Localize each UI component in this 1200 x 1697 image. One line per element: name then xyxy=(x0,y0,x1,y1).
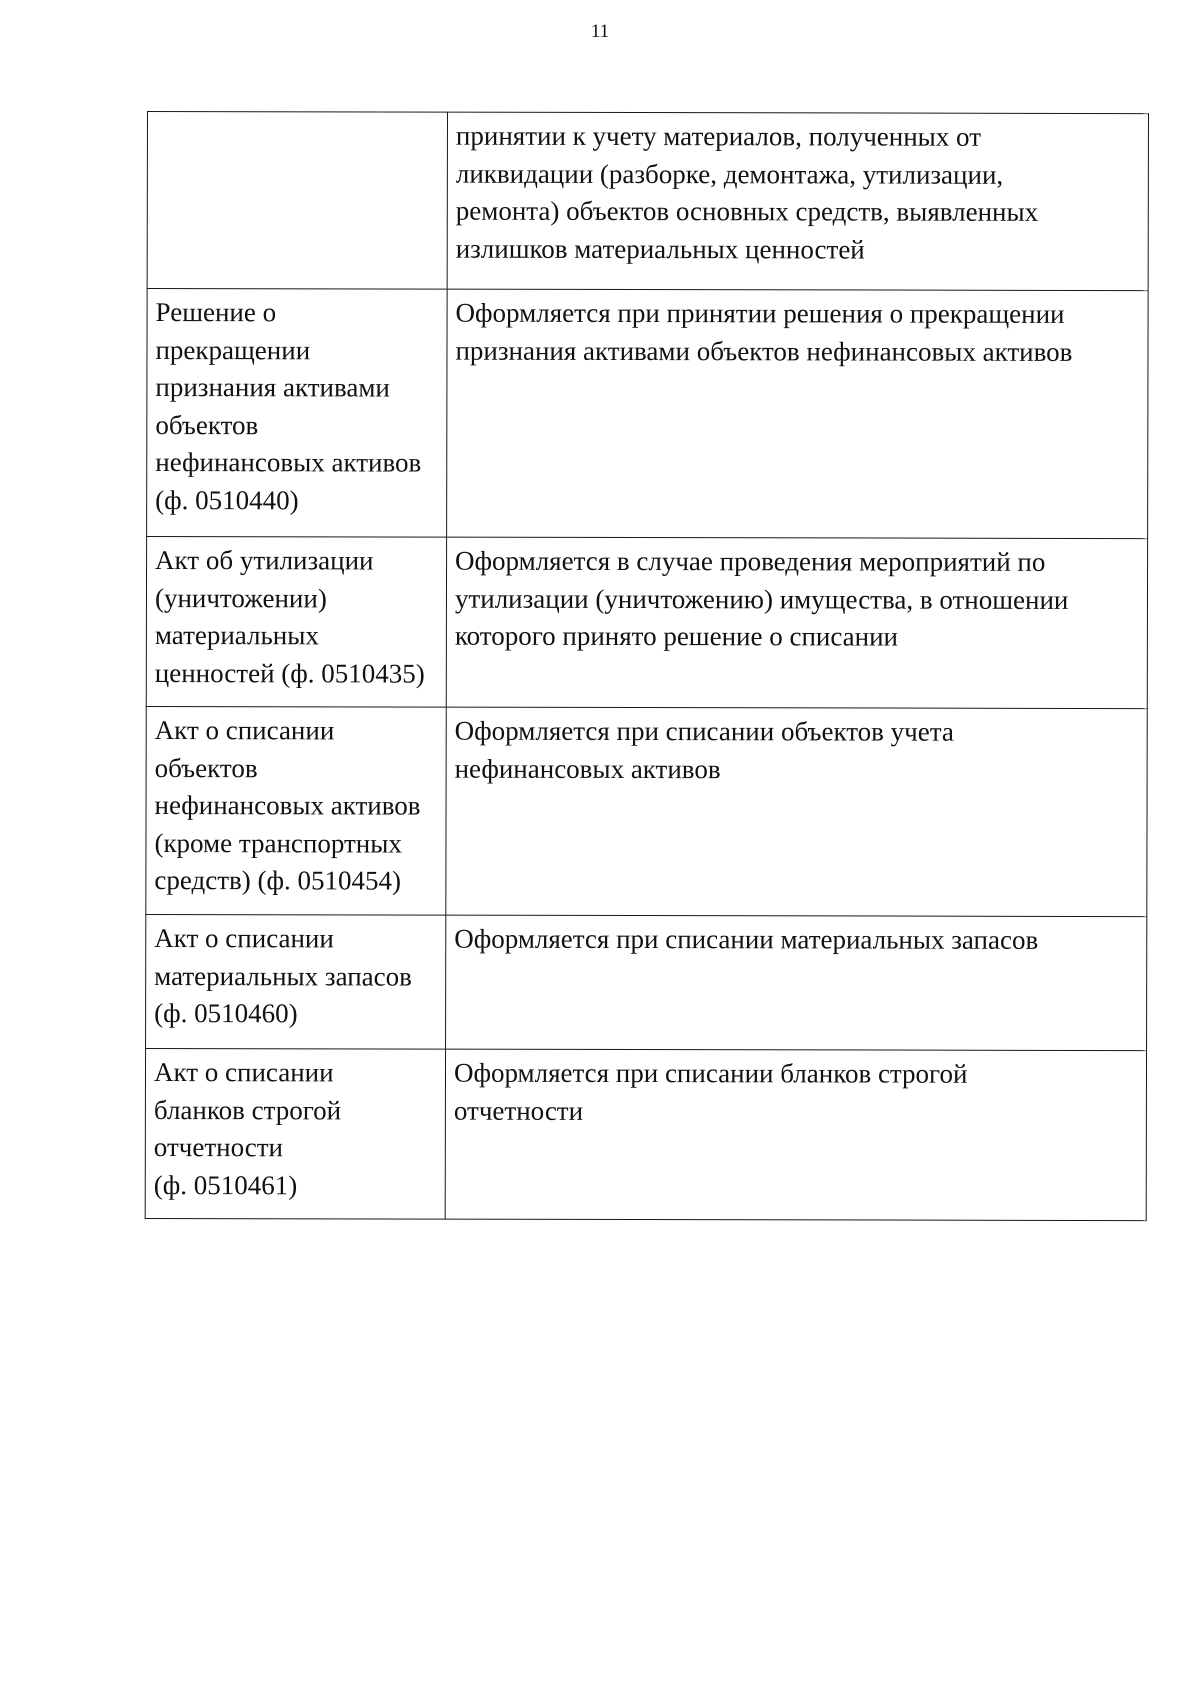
document-description-cell xyxy=(447,289,1149,538)
document-name-cell xyxy=(146,706,446,915)
table-row xyxy=(146,537,1147,709)
table-row xyxy=(145,1048,1146,1220)
document-description: Оформляется при списании бланков строгой отчетности xyxy=(453,1057,968,1126)
document-name xyxy=(156,117,439,118)
document-description-cell xyxy=(447,112,1148,290)
table-row xyxy=(146,914,1147,1050)
document-name: Решение о прекращении признания активами объектов нефинансовых активов (ф. 0510440) xyxy=(155,297,422,515)
document-name-cell xyxy=(147,289,448,538)
document-description: принятии к учету материалов, полученных от ликвидации (разборке, демонтажа, утилизации, ремонта) объектов основных средств, выявленных излишков материальных ценностей xyxy=(455,120,1039,265)
document-description: Оформляется при списании материальных запасов xyxy=(454,923,1039,955)
document-name: Акт о списании бланков строгой отчетности (ф. 0510461) xyxy=(153,1057,342,1200)
document-name: Акт об утилизации (уничтожении) материальных ценностей (ф. 0510435) xyxy=(154,545,425,689)
document-description-cell xyxy=(446,707,1147,916)
document-description-cell xyxy=(446,915,1147,1050)
document-description: Оформляется при принятии решения о прекращении признания активами объектов нефинансовых активов xyxy=(455,297,1073,367)
document-name-cell xyxy=(147,112,447,290)
table-row xyxy=(147,289,1149,539)
document-table xyxy=(145,111,1149,1221)
document-description: Оформляется при списании объектов учета нефинансовых активов xyxy=(454,715,954,784)
page-number: 11 xyxy=(590,21,610,42)
document-name: Акт о списании материальных запасов (ф. 0510460) xyxy=(154,923,412,1029)
table-row xyxy=(146,706,1147,916)
document-name-cell xyxy=(146,914,446,1049)
document-name-cell xyxy=(145,1048,445,1219)
table-row xyxy=(147,112,1148,291)
document-description: Оформляется в случае проведения мероприятий по утилизации (уничтожению) имущества, в отношении которого принято решение о списании xyxy=(454,545,1069,652)
document-name: Акт о списании объектов нефинансовых активов (кроме транспортных средств) (ф. 0510454) xyxy=(154,715,421,896)
document-description-cell xyxy=(446,537,1147,708)
document-description-cell xyxy=(445,1049,1146,1220)
document-name-cell xyxy=(146,537,446,708)
